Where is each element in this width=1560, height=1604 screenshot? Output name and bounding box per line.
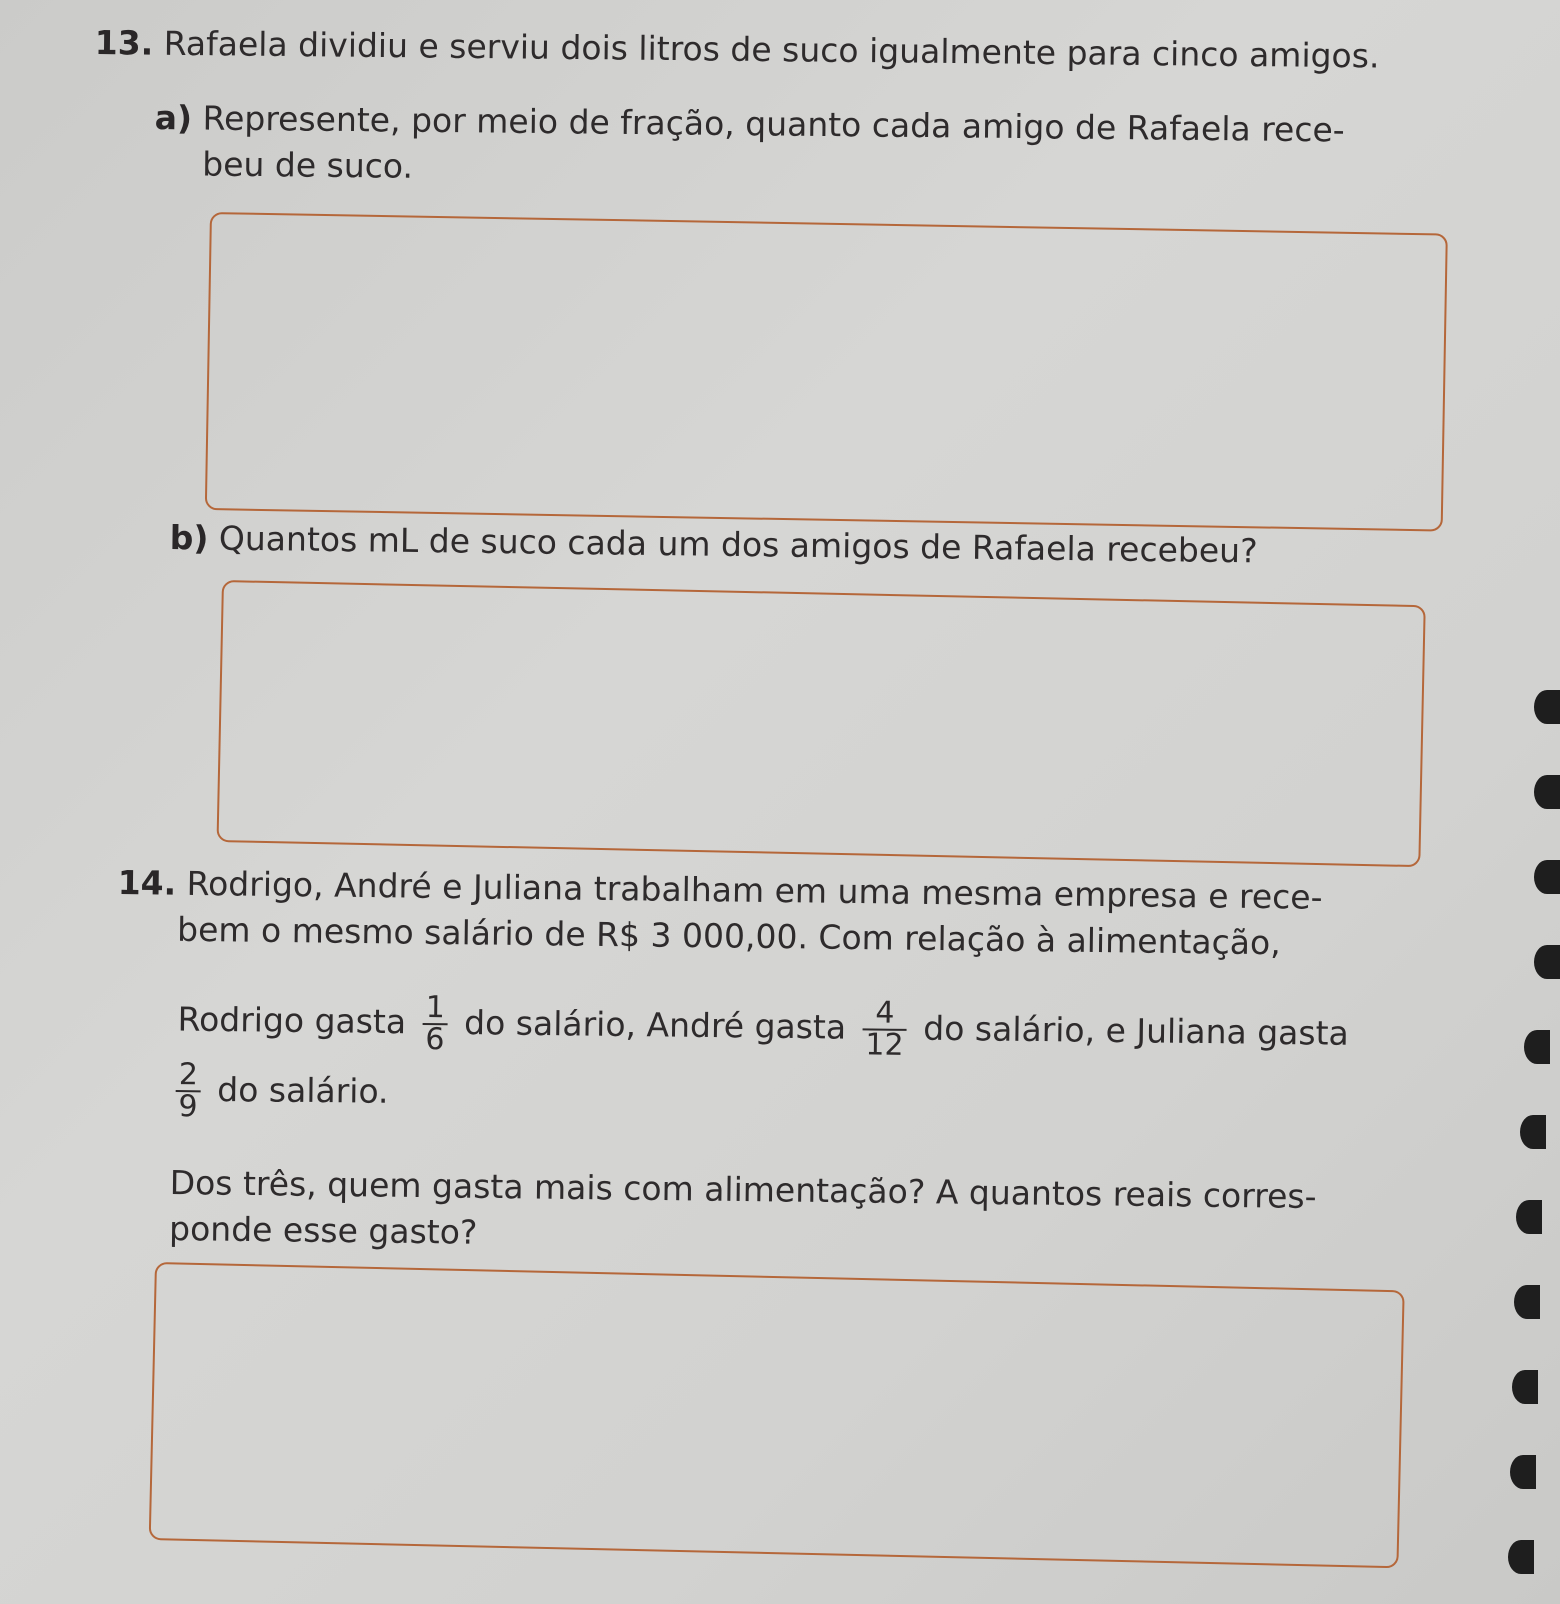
binding-ring — [1516, 1200, 1542, 1234]
binding-ring — [1510, 1455, 1536, 1489]
answer-box-14[interactable] — [149, 1262, 1405, 1568]
question-13a-label: a) — [154, 97, 193, 138]
question-14-line3b: do salário, André gasta — [463, 1003, 847, 1047]
binding-ring — [1520, 1115, 1546, 1149]
binding-ring — [1534, 775, 1560, 809]
question-14-line3a: Rodrigo gasta — [177, 999, 407, 1042]
binding-ring — [1508, 1540, 1534, 1574]
fraction-andre-denominator: 12 — [865, 1027, 904, 1063]
fraction-rodrigo-numerator: 1 — [423, 993, 448, 1025]
question-13-number: 13. — [94, 22, 154, 63]
question-14-line3c: do salário, e Juliana gasta — [923, 1008, 1349, 1053]
question-14-fractions-line — [177, 990, 1349, 1066]
binding-ring — [1524, 1030, 1550, 1064]
fraction-rodrigo — [422, 990, 448, 1058]
fraction-andre-numerator: 4 — [863, 998, 908, 1031]
question-14-statement — [117, 860, 1323, 967]
binding-ring — [1512, 1370, 1538, 1404]
question-13a-line1: Represente, por meio de fração, quanto cada amigo de Rafaela rece- — [202, 98, 1345, 150]
question-13a-line2: beu de suco. — [202, 144, 414, 186]
question-14-line1: Rodrigo, André e Juliana trabalham em uma mesma empresa e rece- — [186, 863, 1323, 917]
question-14-question-line1: Dos três, quem gasta mais com alimentação? A quantos reais corres- — [169, 1162, 1317, 1217]
question-14-line2: bem o mesmo salário de R$ 3 000,00. Com relação à alimentação, — [176, 909, 1281, 963]
binding-ring — [1534, 945, 1560, 979]
fraction-juliana-denominator: 9 — [178, 1089, 198, 1125]
question-14-number: 14. — [117, 862, 177, 903]
question-13a-prompt — [154, 95, 1345, 199]
answer-box-13a[interactable] — [205, 212, 1448, 532]
question-14-question — [169, 1160, 1317, 1266]
spiral-binding — [1500, 660, 1560, 1604]
question-14-line4: do salário. — [217, 1069, 389, 1111]
fraction-juliana-numerator: 2 — [176, 1060, 201, 1092]
question-14-line4-row — [169, 1057, 389, 1125]
fraction-andre — [862, 995, 907, 1063]
fraction-rodrigo-denominator: 6 — [425, 1022, 445, 1058]
binding-ring — [1534, 860, 1560, 894]
question-14-question-line2: ponde esse gasto? — [168, 1208, 478, 1252]
question-13b-label: b) — [169, 517, 209, 558]
question-13-text: Rafaela dividiu e serviu dois litros de suco igualmente para cinco amigos. — [163, 23, 1380, 76]
fraction-juliana — [175, 1057, 201, 1125]
question-13-header — [95, 20, 1380, 79]
binding-ring — [1534, 690, 1560, 724]
question-13b-text: Quantos mL de suco cada um dos amigos de Rafaela recebeu? — [218, 518, 1258, 571]
answer-box-13b[interactable] — [217, 580, 1426, 867]
binding-ring — [1514, 1285, 1540, 1319]
